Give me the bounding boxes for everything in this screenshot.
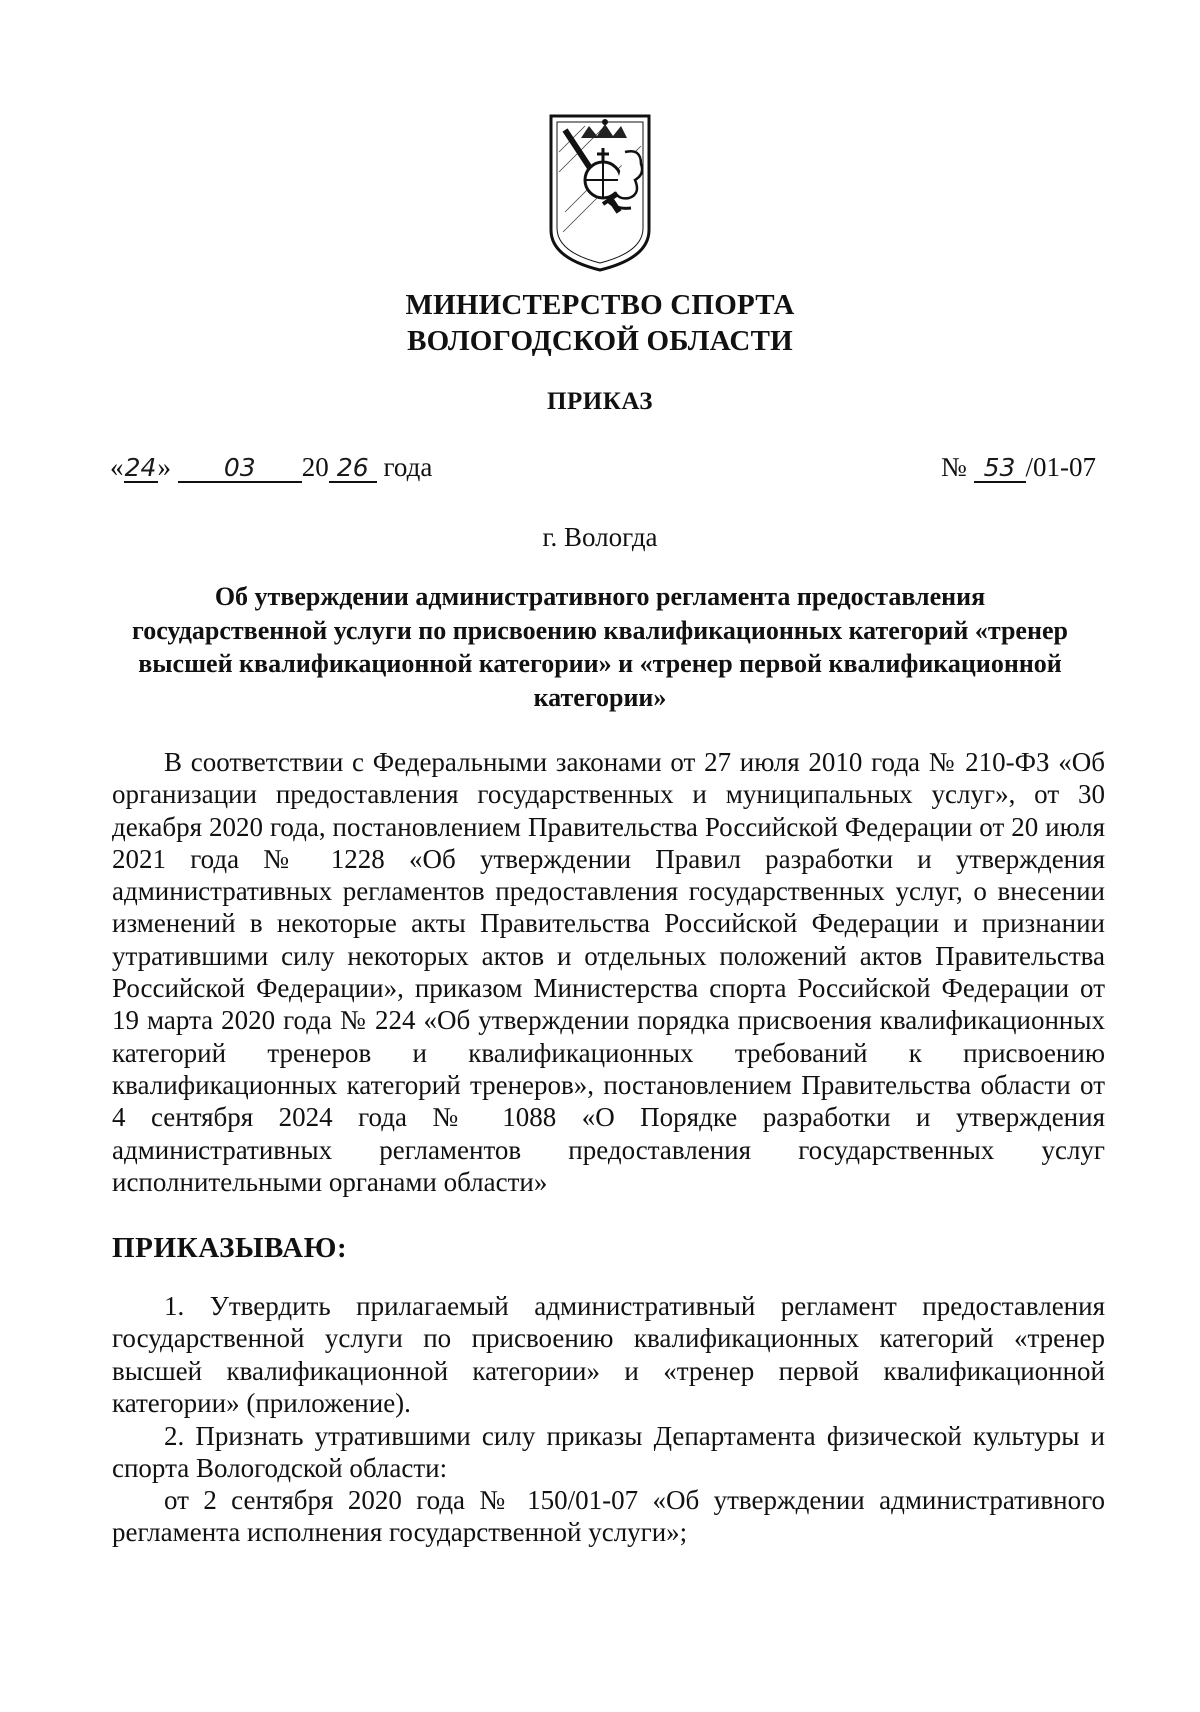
vologda-coat-of-arms-icon: [545, 112, 655, 274]
number-label: №: [940, 452, 967, 482]
date-open-quote: «: [110, 452, 124, 482]
date-day: 24: [124, 453, 157, 482]
order-number: [941, 452, 1096, 483]
ministry-name-line1: МИНИСТЕРСТВО СПОРТА: [405, 289, 795, 321]
decree-word: ПРИКАЗЫВАЮ:: [112, 1232, 348, 1264]
date-month: 03: [178, 455, 302, 483]
basis-paragraph: В соответствии с Федеральными законами от 27 июля 2010 года № 210-ФЗ «Об организации предоставления государственных и муниципальных услуг», от 30 декабря 2020 года, постановлением Правительства Российской Федерации от 20 июля 2021 года № 1228 «Об утверждении Правил разработки и утверждения административных регламентов предоставления государственных услуг, о внесении изменений в некоторые акты Правительства Российской Федерации и признании утратившими силу некоторых актов и отдельных положений актов Правительства Российской Федерации», приказом Министерства спорта Российской Федерации от 19 марта 2020 года № 224 «Об утверждении порядка присвоения квалификационных категорий тренеров и квалификационных требований к присвоению квалификационных категорий тренеров», постановлением Правительства области от 4 сентября 2024 года № 1088 «О Порядке разработки и утверждения административных регламентов предоставления государственных услуг исполнительными органами области»: [112, 747, 1105, 1197]
number-suffix: /01-07: [1025, 452, 1096, 482]
order-item-2: 2. Признать утратившими силу приказы Департамента физической культуры и спорта Вологодской области:: [112, 1421, 1105, 1484]
date-year-suffix: 26: [329, 455, 377, 483]
city: г. Вологда: [542, 522, 658, 552]
date-year-word: года: [383, 452, 433, 482]
order-item-2-sub1: от 2 сентября 2020 года № 150/01-07 «Об утверждении административного регламента исполнения государственной услуги»;: [112, 1485, 1105, 1548]
order-date: [110, 452, 432, 483]
date-year-prefix: 20: [301, 452, 329, 482]
order-subject: Об утверждении административного регламента предоставления государственной услуги по присвоению квалификационных категорий «тренер высшей квалификационной категории» и «тренер первой квалификационной категории»: [132, 582, 1068, 712]
order-title: ПРИКАЗ: [547, 388, 653, 415]
order-item-1: 1. Утвердить прилагаемый административный регламент предоставления государственной услуги по присвоению квалификационных категорий «тренер высшей квалификационной категории» и «тренер первой квалификационной категории» (приложение).: [112, 1291, 1105, 1418]
ministry-name-line2: ВОЛОГОДСКОЙ ОБЛАСТИ: [407, 325, 793, 357]
date-close-quote: »: [157, 452, 171, 482]
number-value: 53: [974, 455, 1026, 483]
